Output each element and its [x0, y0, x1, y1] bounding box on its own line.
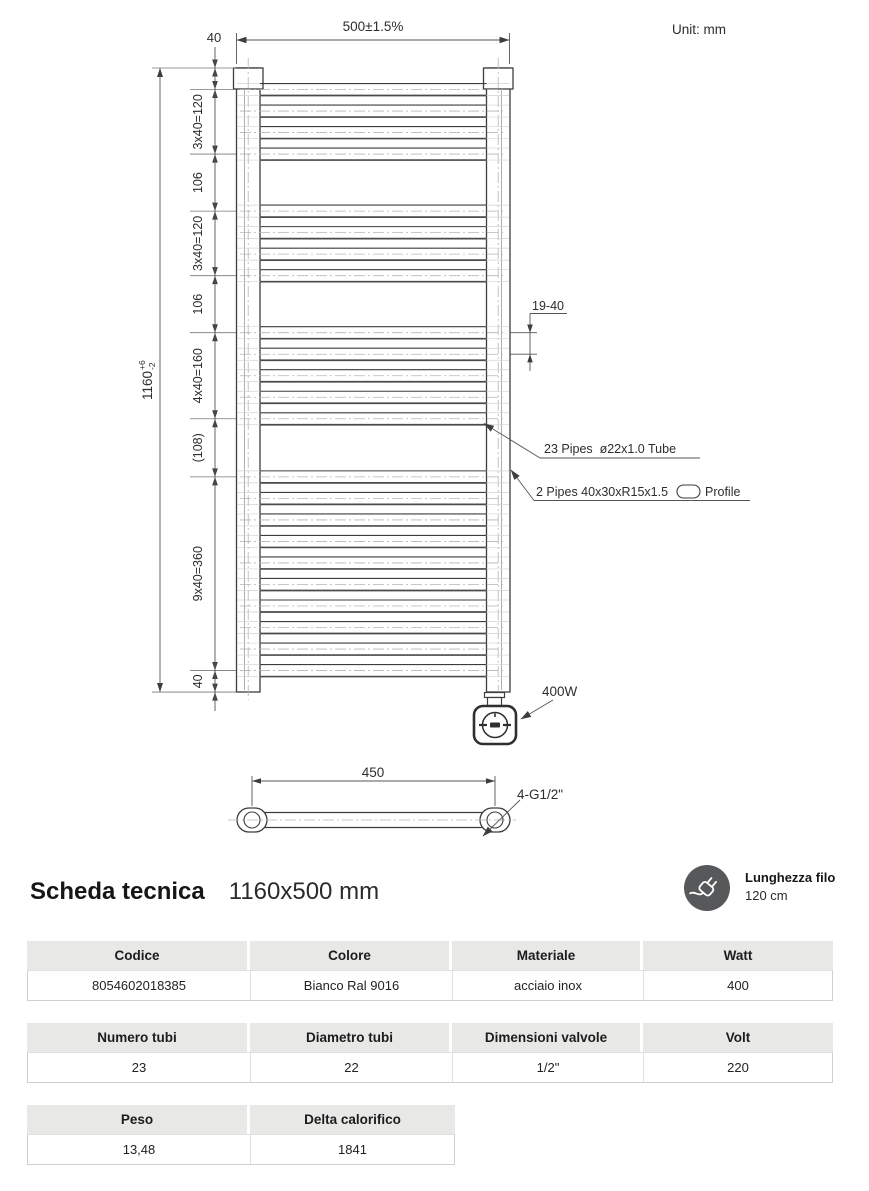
- radiator-pipes: [237, 84, 510, 677]
- dim-top-offset: 40: [206, 30, 222, 45]
- svg-text:500±1.5%: 500±1.5%: [342, 19, 404, 34]
- table-header-cell: Numero tubi: [27, 1023, 247, 1052]
- plug-icon: [684, 865, 730, 911]
- title-main: Scheda tecnica: [30, 878, 205, 905]
- leader-profile: [511, 470, 750, 501]
- svg-text:2 Pipes 40x30xR15x1.5: 2 Pipes 40x30xR15x1.5: [536, 485, 669, 499]
- dim-overall-height: [137, 68, 163, 692]
- svg-text:23 Pipes ø22x1.0 Tube: 23 Pipes ø22x1.0 Tube: [544, 442, 677, 456]
- table-header-cell: Diametro tubi: [250, 1023, 449, 1052]
- svg-text:19-40: 19-40: [532, 299, 564, 313]
- table-value-cell: 8054602018385: [28, 971, 251, 1000]
- chain-dim-label: 40: [191, 674, 205, 689]
- table-header-cell: Delta calorifico: [250, 1105, 455, 1134]
- dim-bracket: [510, 299, 567, 371]
- table-value-cell: Bianco Ral 9016: [251, 971, 453, 1000]
- table-header-cell: Codice: [27, 941, 247, 970]
- table-header-cell: Peso: [27, 1105, 247, 1134]
- page-title: [30, 878, 379, 906]
- svg-text:-2: -2: [147, 362, 157, 370]
- thread-label: 4-G1/2": [517, 787, 564, 802]
- bottom-view: [228, 765, 563, 836]
- spec-table-weight: [27, 1105, 455, 1165]
- table-value-cell: 23: [28, 1053, 251, 1082]
- cable-length-value: 120 cm: [745, 888, 788, 903]
- dim-bottom-width: 450: [361, 765, 385, 780]
- table-value-cell: 400: [727, 978, 749, 993]
- spec-table-main: [27, 941, 833, 1001]
- chain-dim-label: 3x40=120: [191, 94, 205, 150]
- chain-dim-label: 3x40=120: [191, 215, 205, 272]
- table-value-cell: 220: [727, 1060, 749, 1075]
- leader-pipes: [484, 424, 700, 459]
- table-value-cell: 1/2": [453, 1053, 644, 1082]
- chain-dim-label: (108): [191, 433, 205, 463]
- heating-element: [474, 693, 516, 745]
- table-value-cell: acciaio inox: [453, 971, 644, 1000]
- table-header-cell: Materiale: [452, 941, 640, 970]
- chain-dim-label: 106: [191, 172, 205, 194]
- svg-text:1160: 1160: [140, 370, 155, 400]
- table-value-cell: 13,48: [28, 1135, 251, 1164]
- spec-table-tubes: [27, 1023, 833, 1083]
- svg-text:Profile: Profile: [705, 485, 741, 499]
- leader-power: [521, 684, 578, 719]
- chain-dim-label: 9x40=360: [191, 546, 205, 602]
- dimension-chain: [152, 60, 236, 701]
- cable-length-label: Lunghezza filo: [745, 870, 836, 885]
- svg-text:400W: 400W: [542, 684, 578, 699]
- table-header-cell: Colore: [250, 941, 449, 970]
- table-header-cell: Dimensioni valvole: [452, 1023, 640, 1052]
- table-header-cell: Watt: [643, 941, 833, 970]
- title-size: 1160x500 mm: [228, 878, 380, 905]
- table-value-cell: 1841: [338, 1142, 367, 1157]
- table-value-cell: 22: [251, 1053, 453, 1082]
- profile-shape-icon: [677, 485, 700, 498]
- dim-width: [237, 19, 510, 64]
- table-header-cell: Volt: [643, 1023, 833, 1052]
- chain-dim-label: 4x40=160: [191, 348, 205, 404]
- svg-text:+6: +6: [137, 360, 147, 370]
- chain-dim-label: 106: [191, 293, 205, 315]
- unit-label: Unit: mm: [672, 22, 726, 37]
